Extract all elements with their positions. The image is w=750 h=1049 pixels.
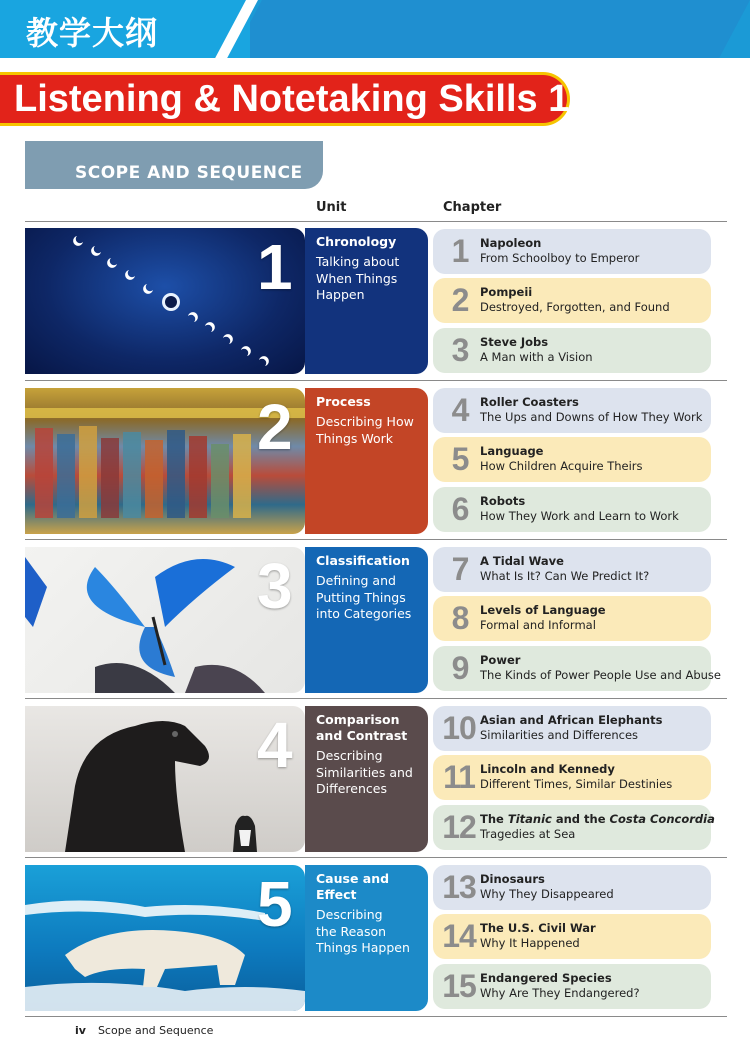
chapter-title: Steve Jobs <box>480 335 549 349</box>
unit-1-title: Chronology <box>316 234 397 249</box>
unit-2-desc-line: Describing How <box>316 414 414 429</box>
section-tab <box>25 141 323 189</box>
chapter-number: 2 <box>451 282 469 318</box>
chapter-4 <box>433 388 711 433</box>
chapter-subtitle: The Kinds of Power People Use and Abuse <box>480 668 721 682</box>
unit-3-desc-line: Defining and <box>316 573 396 588</box>
unit-1-description <box>316 254 420 304</box>
unit-4-desc-line: Similarities and <box>316 764 413 780</box>
chapter-12 <box>433 805 715 850</box>
unit-2-description <box>316 414 420 447</box>
chapter-7 <box>433 547 711 592</box>
unit-divider <box>25 698 727 699</box>
chapter-title: Dinosaurs <box>480 872 545 886</box>
unit-divider <box>25 857 727 858</box>
chapter-title-italic: Titanic <box>507 812 552 826</box>
chapter-number: 9 <box>451 650 469 686</box>
unit-2-desc-line: Things Work <box>316 430 394 446</box>
chapter-title: Endangered Species <box>480 971 612 985</box>
unit-3-desc-line: into Categories <box>316 606 412 621</box>
chapter-number: 4 <box>451 392 469 428</box>
unit-5-description <box>316 907 420 957</box>
unit-3-number: 3 <box>257 550 293 622</box>
unit-5-desc-line: the Reason <box>316 923 387 939</box>
book-title: Listening & Notetaking Skills 1 <box>14 78 570 120</box>
chapter-title <box>480 812 715 826</box>
chapter-15 <box>433 964 711 1009</box>
unit-4-title-line: and Contrast <box>316 728 408 743</box>
chapter-14 <box>433 914 711 959</box>
unit-5-title-line: Effect <box>316 887 357 902</box>
chapter-subtitle: Formal and Informal <box>480 618 596 632</box>
chapter-2 <box>433 278 711 323</box>
page-footer <box>75 1024 213 1037</box>
chapter-number: 1 <box>451 233 469 269</box>
chapter-column-header: Chapter <box>443 200 502 215</box>
chapter-subtitle: Similarities and Differences <box>480 728 639 742</box>
unit-3-title: Classification <box>316 553 410 568</box>
chapter-subtitle: Different Times, Similar Destinies <box>480 777 673 791</box>
chapter-title: Robots <box>480 494 526 508</box>
unit-5-box <box>305 865 428 1011</box>
unit-1-number: 1 <box>257 231 293 303</box>
unit-2-title: Process <box>316 394 371 409</box>
unit-5-desc-line: Things Happen <box>316 940 410 955</box>
unit-1-box <box>305 228 428 374</box>
chapter-11 <box>433 755 711 800</box>
chapter-10 <box>433 706 711 751</box>
section-label: SCOPE AND SEQUENCE <box>75 163 303 183</box>
unit-4-box <box>305 706 428 852</box>
chapter-number: 13 <box>442 869 476 905</box>
chapter-number: 15 <box>442 968 476 1004</box>
chinese-title: 教学大纲 <box>26 14 159 52</box>
unit-divider <box>25 539 727 540</box>
chapter-title: A Tidal Wave <box>480 554 564 568</box>
chapter-number: 3 <box>451 332 469 368</box>
chapter-subtitle: Why They Disappeared <box>480 887 614 901</box>
unit-5-title-line: Cause and <box>316 871 390 886</box>
chapter-8 <box>433 596 711 641</box>
chapter-title: Levels of Language <box>480 603 606 617</box>
unit-2-number: 2 <box>257 391 293 463</box>
unit-4-desc-line: Describing <box>316 748 383 763</box>
chapter-number: 7 <box>451 551 469 587</box>
chapter-number: 6 <box>451 491 469 527</box>
header-divider <box>25 221 727 222</box>
chapter-5 <box>433 437 711 482</box>
chapter-title: Pompeii <box>480 285 533 299</box>
unit-3-desc-line: Putting Things <box>316 589 406 605</box>
unit-4-description <box>316 748 420 798</box>
unit-5-title <box>316 871 420 903</box>
chapter-title: The U.S. Civil War <box>480 921 596 935</box>
chapter-title: Lincoln and Kennedy <box>480 762 615 776</box>
chapter-subtitle: Why It Happened <box>480 936 580 950</box>
unit-4-desc-line: Differences <box>316 781 387 796</box>
chapter-title: Roller Coasters <box>480 395 579 409</box>
unit-2-box <box>305 388 428 534</box>
chapter-6 <box>433 487 711 532</box>
chapter-title: Power <box>480 653 521 667</box>
unit-divider <box>25 380 727 381</box>
unit-1-desc-line: Talking about <box>316 254 400 269</box>
chapter-9 <box>433 646 721 691</box>
chapter-subtitle: From Schoolboy to Emperor <box>480 251 640 265</box>
unit-1-desc-line: Happen <box>316 287 365 302</box>
chapter-number: 10 <box>442 710 476 746</box>
chapter-1 <box>433 229 711 274</box>
unit-1-desc-line: When Things <box>316 270 398 286</box>
chapter-title: Language <box>480 444 544 458</box>
unit-4-title-line: Comparison <box>316 712 400 727</box>
chapter-subtitle: Destroyed, Forgotten, and Found <box>480 300 670 314</box>
chapter-number: 12 <box>442 809 476 845</box>
chapter-subtitle: How They Work and Learn to Work <box>480 509 679 523</box>
chapter-title-italic: Costa Concordia <box>609 812 715 826</box>
chapter-title: Asian and African Elephants <box>480 713 663 727</box>
page-number: iv <box>75 1024 86 1037</box>
chapter-subtitle: Tragedies at Sea <box>480 827 576 841</box>
chapter-title: Napoleon <box>480 236 542 250</box>
footer-divider <box>25 1016 727 1017</box>
unit-5-number: 5 <box>257 868 293 940</box>
chapter-subtitle: Why Are They Endangered? <box>480 986 640 1000</box>
chapter-subtitle: The Ups and Downs of How They Work <box>480 410 703 424</box>
chapter-subtitle: A Man with a Vision <box>480 350 593 364</box>
footer-label: Scope and Sequence <box>97 1024 214 1037</box>
chapter-3 <box>433 328 711 373</box>
banner-right-band <box>231 0 750 58</box>
chapter-subtitle: What Is It? Can We Predict It? <box>480 569 650 583</box>
chapter-title-part: and the <box>551 812 610 826</box>
chapter-title-part: The <box>480 812 508 826</box>
unit-3-box <box>305 547 428 693</box>
unit-3-description <box>316 573 420 623</box>
unit-4-title <box>316 712 420 744</box>
chapter-number: 14 <box>442 918 476 954</box>
chapter-number: 8 <box>451 600 469 636</box>
chapter-13 <box>433 865 711 910</box>
unit-column-header: Unit <box>316 200 347 215</box>
chapter-number: 5 <box>451 441 469 477</box>
unit-4-number: 4 <box>257 709 293 781</box>
chapter-number: 11 <box>443 759 475 795</box>
unit-5-desc-line: Describing <box>316 907 383 922</box>
chapter-subtitle: How Children Acquire Theirs <box>480 459 643 473</box>
